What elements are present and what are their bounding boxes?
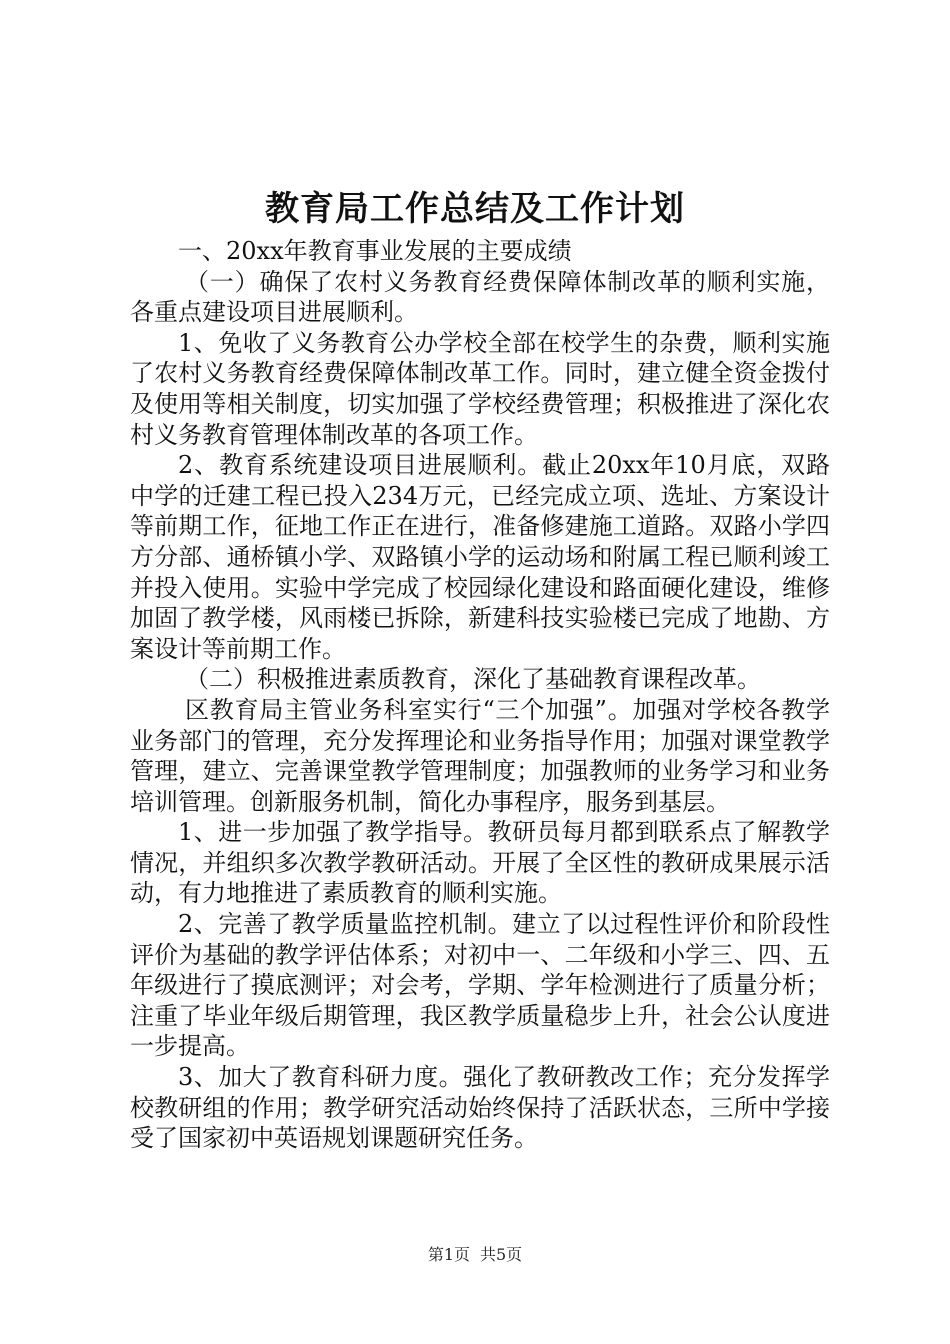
document-title: 教育局工作总结及工作计划 [265,189,685,229]
paragraph: 1、免收了义务教育公办学校全部在校学生的杂费，顺利实施了农村义务教育经费保障体制改革工作。同时，建立健全资金拨付及使用等相关制度，切实加强了学校经费管理；积极推进了深化农村义务教育管理体制改革的各项工作。 [130,328,830,449]
page-footer [0,1244,950,1266]
subsection-heading-1: （一）确保了农村义务教育经费保障体制改革的顺利实施，各重点建设项目进展顺利。 [130,267,830,327]
paragraph: 2、教育系统建设项目进展顺利。截止20xx年10月底，双路中学的迁建工程已投入234万元，已经完成立项、选址、方案设计等前期工作，征地工作正在进行，准备修建施工道路。双路小学四方分部、通桥镇小学、双路镇小学的运动场和附属工程已顺利竣工并投入使用。实验中学完成了校园绿化建设和路面硬化建设，维修加固了教学楼，风雨楼已拆除，新建科技实验楼已完成了地勘、方案设计等前期工作。 [130,451,830,663]
section-heading-1: 一、20xx年教育事业发展的主要成绩 [178,237,572,265]
subsection-heading-2: （二）积极推进素质教育，深化了基础教育课程改革。 [185,665,761,694]
paragraph: 3、加大了教育科研力度。强化了教研教改工作；充分发挥学校教研组的作用；教学研究活动始终保持了活跃状态，三所中学接受了国家初中英语规划课题研究任务。 [130,1063,830,1153]
document-body [130,236,830,1154]
page-total: 共5页 [480,1245,523,1264]
page-number: 第1页 [427,1245,470,1264]
paragraph: 2、完善了教学质量监控机制。建立了以过程性评价和阶段性评价为基础的教学评估体系；对初中一、二年级和小学三、四、五年级进行了摸底测评；对会考，学期、学年检测进行了质量分析；注重了毕业年级后期管理，我区教学质量稳步上升，社会公认度进一步提高。 [130,910,830,1061]
paragraph: 区教育局主管业务科室实行“三个加强”。加强对学校各教学业务部门的管理，充分发挥理论和业务指导作用；加强对课堂教学管理，建立、完善课堂教学管理制度；加强教师的业务学习和业务培训管理。创新服务机制，简化办事程序，服务到基层。 [130,695,830,816]
paragraph: 1、进一步加强了教学指导。教研员每月都到联系点了解教学情况，并组织多次教学教研活动。开展了全区性的教研成果展示活动，有力地推进了素质教育的顺利实施。 [130,818,830,908]
